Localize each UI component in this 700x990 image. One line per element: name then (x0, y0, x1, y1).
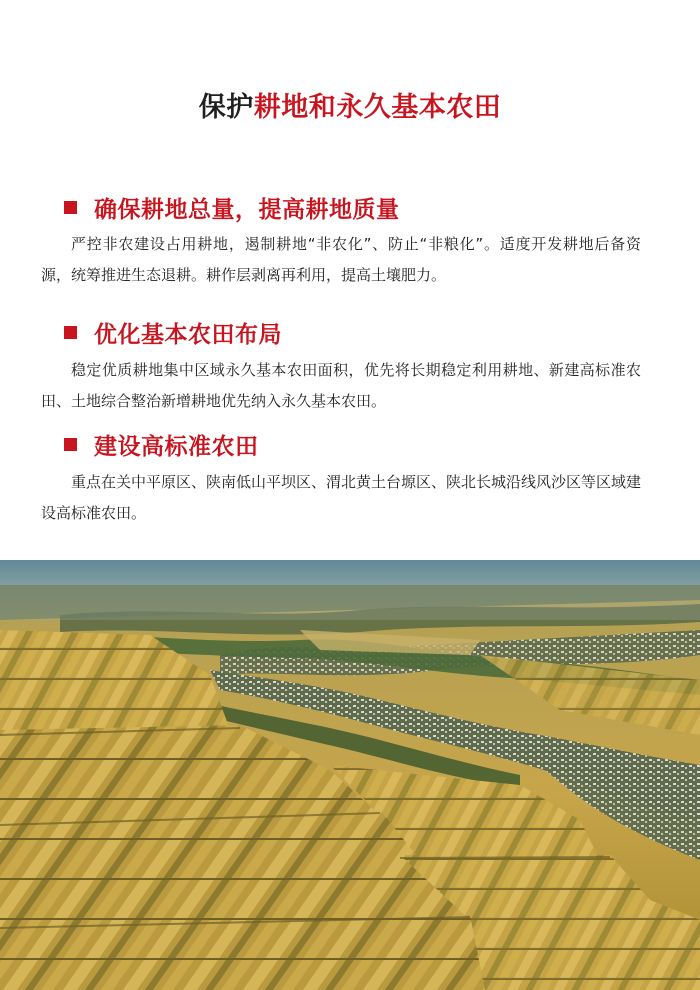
section-heading-2 (64, 314, 282, 350)
page-title-highlight: 耕地和永久基本农田 (253, 92, 502, 123)
page-title-prefix: 保护 (198, 92, 254, 123)
section-heading-1 (64, 189, 400, 225)
page-title (0, 88, 700, 128)
section-heading-3 (64, 426, 259, 462)
section-heading-text: 优化基本农田布局 (94, 321, 282, 348)
section-paragraph: 重点在关中平原区、陕南低山平坝区、渭北黄土台塬区、陕北长城沿线风沙区等区域建设高标准农田。 (41, 473, 642, 522)
square-bullet-icon (64, 201, 77, 214)
square-bullet-icon (64, 438, 77, 451)
section-paragraph: 稳定优质耕地集中区域永久基本农田面积，优先将长期稳定利用耕地、新建高标准农田、土地综合整治新增耕地优先纳入永久基本农田。 (41, 361, 641, 410)
section-heading-text: 确保耕地总量，提高耕地质量 (94, 196, 400, 223)
section-paragraph: 严控非农建设占用耕地，遏制耕地“非农化”、防止“非粮化”。适度开发耕地后备资源，统筹推进生态退耕。耕作层剥离再利用，提高土壤肥力。 (41, 235, 641, 284)
square-bullet-icon (64, 326, 77, 339)
section-heading-text: 建设高标准农田 (94, 433, 259, 460)
farmland-aerial-photo (0, 560, 700, 990)
